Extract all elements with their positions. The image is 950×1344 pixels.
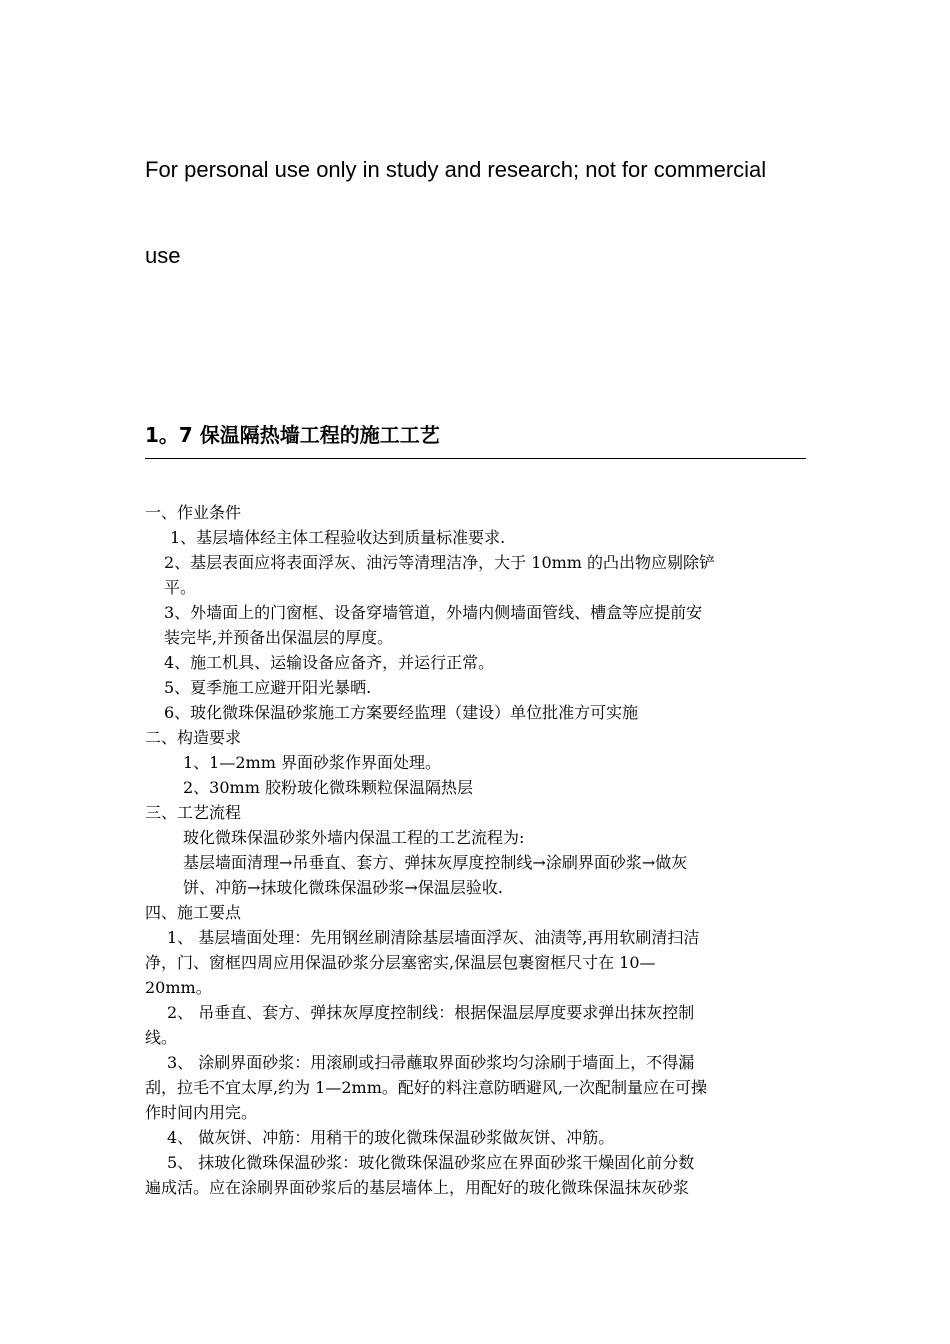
section-4-item-3-cont: 刮，拉毛不宜太厚,约为 1—2mm。配好的料注意防晒避风,一次配制量应在可操	[145, 1078, 707, 1097]
section-1-item-4: 4、施工机具、运输设备应备齐，并运行正常。	[164, 653, 495, 672]
section-4-title: 四、施工要点	[145, 903, 242, 922]
heading-divider	[145, 458, 806, 459]
disclaimer-line-2: use	[145, 243, 181, 268]
section-4-item-5: 5、 抹玻化微珠保温砂浆：玻化微珠保温砂浆应在界面砂浆干燥固化前分数	[167, 1153, 695, 1172]
section-1-item-2: 2、基层表面应将表面浮灰、油污等清理洁净，大于 10mm 的凸出物应剔除铲	[164, 553, 716, 572]
section-4-item-1-cont: 净，门、窗框四周应用保温砂浆分层塞密实,保温层包裹窗框尺寸在 10—	[145, 953, 656, 972]
section-1-item-3-cont: 装完毕,并预备出保温层的厚度。	[164, 628, 394, 647]
section-1-item-3: 3、外墙面上的门窗框、设备穿墙管道，外墙内侧墙面管线、槽盒等应提前安	[164, 603, 703, 622]
section-3-paragraph-1: 玻化微珠保温砂浆外墙内保温工程的工艺流程为:	[183, 828, 525, 847]
section-4-item-2-cont: 线。	[145, 1028, 178, 1047]
section-3-flow: 基层墙面清理→吊垂直、套方、弹抹灰厚度控制线→涂刷界面砂浆→做灰	[183, 853, 688, 872]
section-4-item-5-cont: 遍成活。应在涂刷界面砂浆后的基层墙体上，用配好的玻化微珠保温抹灰砂浆	[145, 1178, 690, 1197]
section-2-item-1: 1、1—2mm 界面砂浆作界面处理。	[183, 753, 441, 772]
section-4-item-4: 4、 做灰饼、冲筋：用稍干的玻化微珠保温砂浆做灰饼、冲筋。	[167, 1128, 615, 1147]
section-4-item-1: 1、 基层墙面处理：先用钢丝刷清除基层墙面浮灰、油渍等,再用软刷清扫洁	[167, 928, 700, 947]
section-1-title: 一、作业条件	[145, 503, 242, 522]
section-2-item-2: 2、30mm 胶粉玻化微珠颗粒保温隔热层	[183, 778, 473, 797]
section-1-item-1: 1、基层墙体经主体工程验收达到质量标准要求.	[170, 528, 506, 547]
section-1-item-2-cont: 平。	[164, 578, 197, 597]
section-3-flow-cont: 饼、冲筋→抹玻化微珠保温砂浆→保温层验收.	[183, 878, 503, 897]
section-heading: 1。7 保温隔热墙工程的施工工艺	[145, 423, 440, 447]
section-4-item-3: 3、 涂刷界面砂浆：用滚刷或扫帚蘸取界面砂浆均匀涂刷于墙面上，不得漏	[167, 1053, 695, 1072]
section-1-item-6: 6、玻化微珠保温砂浆施工方案要经监理（建设）单位批准方可实施	[164, 703, 639, 722]
section-1-item-5: 5、夏季施工应避开阳光暴晒.	[164, 678, 372, 697]
section-3-title: 三、工艺流程	[145, 803, 242, 822]
section-2-title: 二、构造要求	[145, 728, 242, 747]
disclaimer-line-1: For personal use only in study and research; not for commercial	[145, 157, 767, 182]
section-4-item-2: 2、 吊垂直、套方、弹抹灰厚度控制线：根据保温层厚度要求弹出抹灰控制	[167, 1003, 695, 1022]
section-4-item-3-cont-2: 作时间内用完。	[145, 1103, 258, 1122]
section-4-item-1-cont-2: 20mm。	[145, 978, 212, 997]
